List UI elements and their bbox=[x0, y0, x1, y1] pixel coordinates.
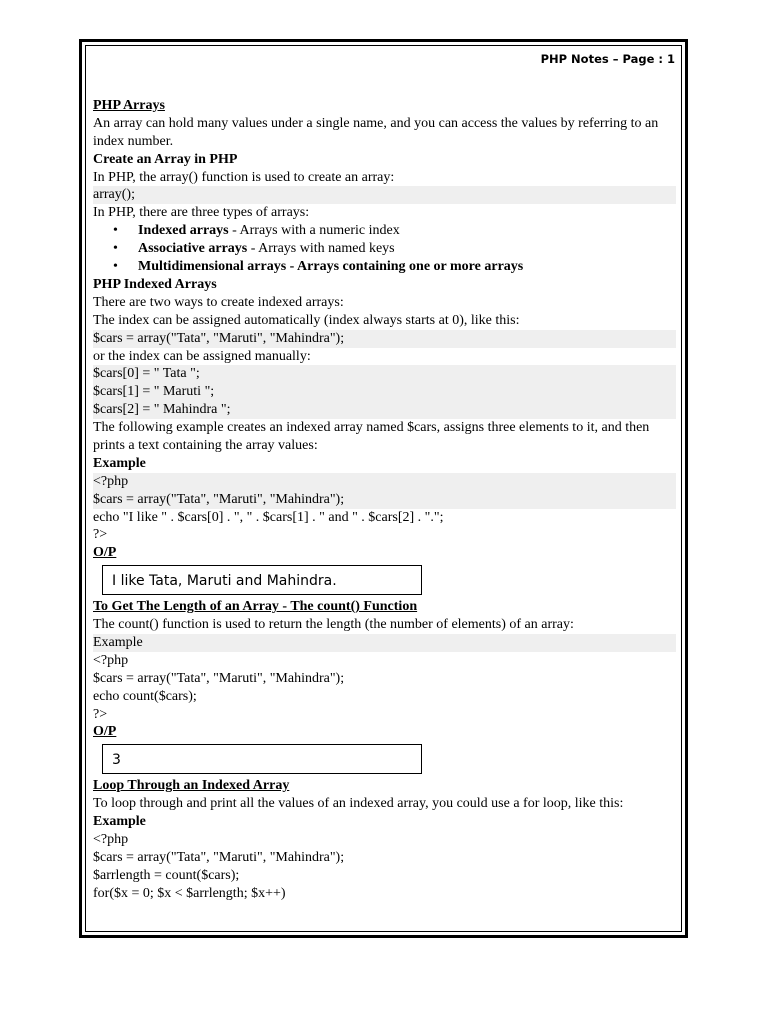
indexed-text-3: or the index can be assigned manually: bbox=[93, 348, 311, 364]
list-item bbox=[93, 240, 676, 258]
page-inner-border bbox=[85, 45, 682, 932]
code-line: $cars[2] = " Mahindra "; bbox=[93, 401, 676, 419]
create-heading: Create an Array in PHP bbox=[93, 151, 238, 167]
count-heading: To Get The Length of an Array - The count() Function bbox=[93, 599, 418, 615]
code-line: $cars[0] = " Tata "; bbox=[93, 365, 676, 383]
code-line: $cars = array("Tata", "Maruti", "Mahindra"); bbox=[93, 849, 345, 865]
output-box: 3 bbox=[102, 744, 422, 774]
indexed-text-2: The index can be assigned automatically (index always starts at 0), like this: bbox=[93, 312, 520, 328]
code-line: $arrlength = count($cars); bbox=[93, 867, 240, 883]
code-line: $cars = array("Tata", "Maruti", "Mahindra"); bbox=[93, 670, 345, 686]
list-item bbox=[93, 258, 676, 276]
intro-paragraph: An array can hold many values under a single name, and you can access the values by referring to an index number. bbox=[93, 115, 659, 149]
op-label: O/P bbox=[93, 545, 117, 561]
indexed-code-1: $cars = array("Tata", "Maruti", "Mahindra"); bbox=[93, 330, 676, 348]
op-label: O/P bbox=[93, 724, 117, 740]
code-line: echo "I like " . $cars[0] . ", " . $cars[1] . " and " . $cars[2] . "."; bbox=[93, 509, 444, 525]
code-line: <?php bbox=[93, 473, 676, 491]
code-line: ?> bbox=[93, 706, 108, 722]
list-item-rest: - Arrays with a numeric index bbox=[228, 223, 400, 239]
example-label: Example bbox=[93, 455, 146, 471]
title-php-arrays: PHP Arrays bbox=[93, 98, 165, 113]
list-item bbox=[93, 222, 676, 240]
list-item-rest: - Arrays with named keys bbox=[247, 241, 395, 257]
loop-text: To loop through and print all the values of an indexed array, you could use a for loop, like this: bbox=[93, 796, 624, 812]
code-line: ?> bbox=[93, 527, 108, 543]
loop-heading: Loop Through an Indexed Array bbox=[93, 778, 290, 794]
code-line: <?php bbox=[93, 832, 129, 848]
list-item-bold: Indexed arrays bbox=[138, 223, 229, 239]
code-line: $cars = array("Tata", "Maruti", "Mahindra"); bbox=[93, 491, 676, 509]
code-line: echo count($cars); bbox=[93, 688, 197, 704]
page-border bbox=[79, 39, 688, 938]
indexed-text-4: The following example creates an indexed array named $cars, assigns three elements to it, and then prints a text containing the array values: bbox=[93, 420, 650, 453]
count-text: The count() function is used to return the length (the number of elements) of an array: bbox=[93, 617, 574, 633]
code-line: <?php bbox=[93, 652, 129, 668]
list-item-bold: Associative arrays bbox=[138, 241, 248, 257]
list-item-bold: Multidimensional arrays - Arrays containing one or more arrays bbox=[138, 259, 524, 275]
create-code: array(); bbox=[93, 186, 676, 204]
page-header: PHP Notes – Page : 1 bbox=[540, 52, 675, 66]
code-line: for($x = 0; $x < $arrlength; $x++) bbox=[93, 885, 286, 901]
indexed-text-1: There are two ways to create indexed arrays: bbox=[93, 294, 344, 310]
indexed-heading: PHP Indexed Arrays bbox=[93, 276, 217, 292]
create-text: In PHP, the array() function is used to create an array: bbox=[93, 169, 395, 185]
page-content bbox=[93, 97, 676, 903]
example-label: Example bbox=[93, 814, 146, 830]
output-box: I like Tata, Maruti and Mahindra. bbox=[102, 565, 422, 595]
code-line: $cars[1] = " Maruti "; bbox=[93, 383, 676, 401]
types-text: In PHP, there are three types of arrays: bbox=[93, 205, 310, 221]
count-example-label: Example bbox=[93, 634, 676, 652]
